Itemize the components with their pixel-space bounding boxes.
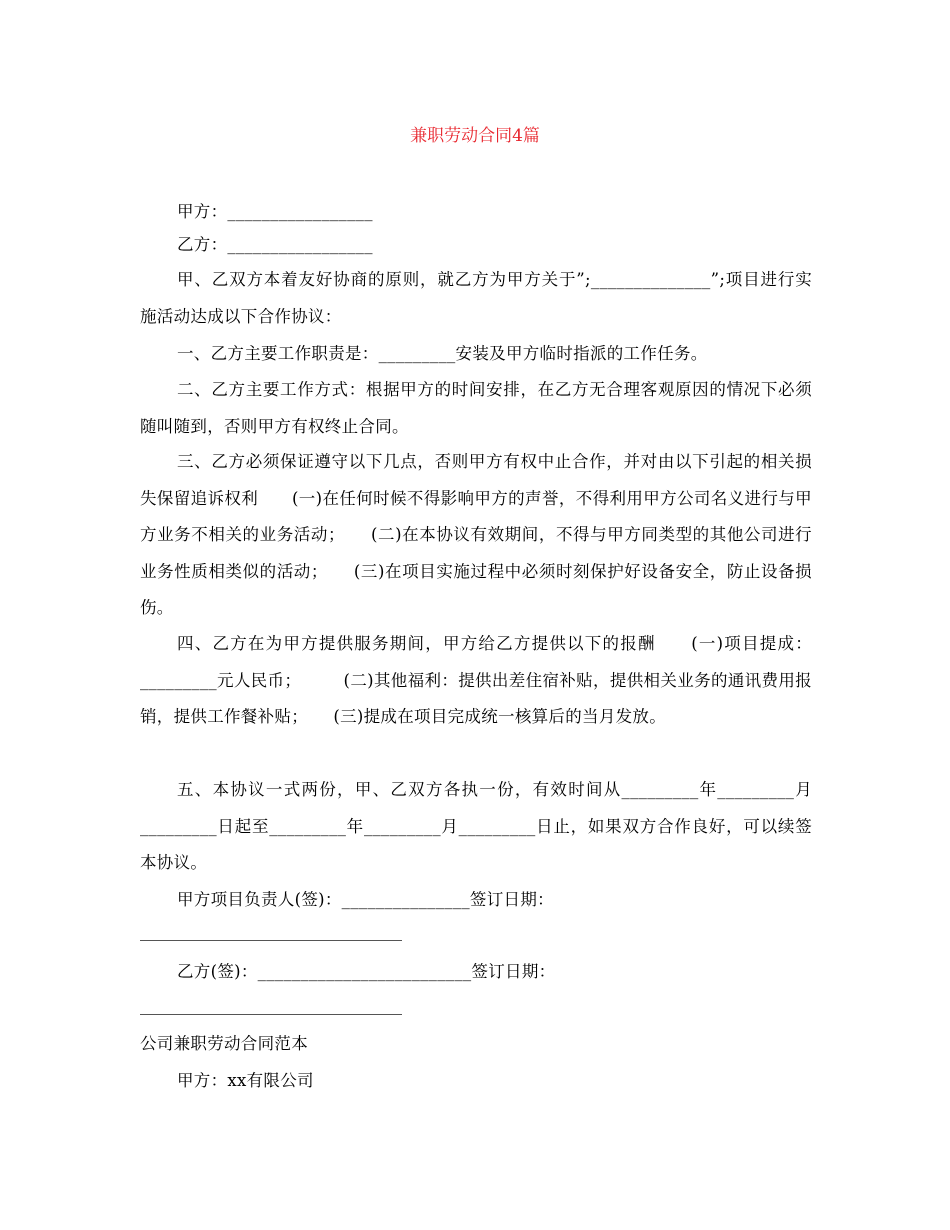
clause-4-paragraph: 四、乙方在为甲方提供服务期间，甲方给乙方提供以下的报酬 (一)项目提成：_________元人民币； (二)其他福利：提供出差住宿补贴，提供相关业务的通讯费用报销，提供工作餐补贴； (三)提成在项目完成统一核算后的当月发放。 — [140, 634, 812, 726]
signature-date-underline-b — [140, 1014, 402, 1015]
signature-date-underline-a — [140, 940, 402, 941]
party-a-line: 甲方：_________________ — [177, 202, 373, 221]
clause-2-paragraph: 二、乙方主要工作方式：根据甲方的时间安排，在乙方无合理客观原因的情况下必须随叫随到，否则甲方有权终止合同。 — [140, 380, 812, 436]
document-title: 兼职劳动合同4篇 — [410, 126, 540, 146]
preamble-paragraph: 甲、乙双方本着友好协商的原则，就乙方为甲方关于”;______________”;项目进行实施活动达成以下合作协议： — [140, 270, 812, 326]
party-a-signature-line: 甲方项目负责人(签)：_______________签订日期： — [177, 890, 554, 909]
clause-1-paragraph: 一、乙方主要工作职责是：_________安装及甲方临时指派的工作任务。 — [177, 344, 708, 363]
party-a-company-line: 甲方：xx有限公司 — [177, 1071, 314, 1090]
party-b-signature-line: 乙方(签)：_________________________签订日期： — [177, 962, 556, 981]
clause-3-paragraph: 三、乙方必须保证遵守以下几点，否则甲方有权中止合作，并对由以下引起的相关损失保留追诉权利 (一)在任何时候不得影响甲方的声誉，不得利用甲方公司名义进行与甲方业务不相关的业务活动； (二)在本协议有效期间，不得与甲方同类型的其他公司进行业务性质相类似的活动； (三)在项目实施过程中必须时刻保护好设备安全，防止设备损伤。 — [140, 452, 812, 617]
party-b-line: 乙方：_________________ — [177, 235, 373, 254]
clause-5-paragraph: 五、本协议一式两份，甲、乙双方各执一份，有效时间从_________年_________月_________日起至_________年_________月_________日止，如果双方合作良好，可以续签本协议。 — [140, 780, 812, 872]
section-heading: 公司兼职劳动合同范本 — [140, 1034, 308, 1053]
